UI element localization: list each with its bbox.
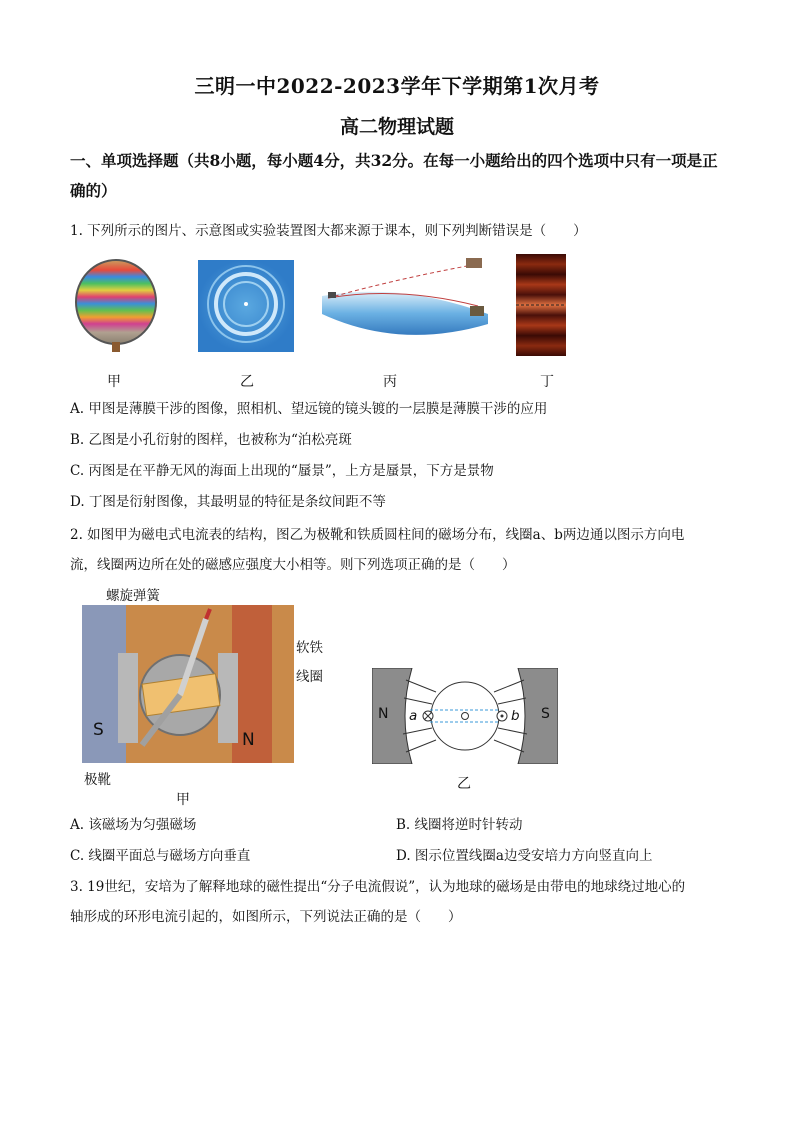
q2-stem-line1: 2. 如图甲为磁电式电流表的结构，图乙为极靴和铁质圆柱间的磁场分布，线圈a、b两边通以图示方向电 — [70, 527, 685, 543]
exam-title: 三明一中2022-2023学年下学期第1次月考 — [194, 74, 600, 98]
q1-caption-bing: 丙 — [383, 374, 397, 390]
q1-caption-yi: 乙 — [240, 374, 254, 390]
q2-option-d: D. 图示位置线圈a边受安培力方向竖直向上 — [396, 848, 653, 864]
fig-galvanometer — [82, 605, 294, 763]
fig-yi-pole-n: N — [378, 706, 389, 722]
fig-yi-caption: 乙 — [457, 776, 471, 792]
label-pole-shoe: 极靴 — [84, 772, 111, 788]
q1-figures — [70, 252, 580, 360]
q1-caption-ding: 丁 — [540, 374, 554, 390]
fig-soap-film — [76, 260, 156, 352]
q1-stem: 1. 下列所示的图片、示意图或实验装置图大都来源于课本，则下列判断错误是（ ） — [70, 223, 587, 239]
q3-stem-line1: 3. 19世纪，安培为了解释地球的磁性提出“分子电流假说”，认为地球的磁场是由带电的地球绕过地心的 — [70, 879, 686, 895]
q1-option-a: A. 甲图是薄膜干涉的图像，照相机、望远镜的镜头镀的一层膜是薄膜干涉的应用 — [70, 401, 548, 417]
section-heading: 一、单项选择题（共8小题，每小题4分，共32分。在每一小题给出的四个选项中只有一项是正确的） — [70, 151, 718, 200]
q1-option-b: B. 乙图是小孔衍射的图样，也被称为“泊松亮斑 — [70, 432, 352, 448]
label-spiral-spring: 螺旋弹簧 — [106, 588, 160, 604]
label-soft-iron: 软铁 — [296, 640, 323, 656]
fig-yi-label-b: b — [511, 708, 520, 724]
exam-subtitle: 高二物理试题 — [339, 116, 454, 138]
q1-caption-jia: 甲 — [107, 374, 121, 390]
fig-mirage — [322, 258, 488, 335]
q2-option-a: A. 该磁场为匀强磁场 — [70, 817, 197, 833]
fig-yi-label-a: a — [409, 708, 418, 724]
fig-field-distribution — [372, 668, 558, 764]
fig-poisson-spot — [198, 260, 294, 352]
fig-jia-caption: 甲 — [176, 792, 190, 808]
fig-jia-pole-n: N — [242, 730, 255, 750]
fig-diffraction-fringes — [516, 254, 566, 356]
fig-yi-pole-s: S — [541, 706, 550, 722]
q2-option-c: C. 线圈平面总与磁场方向垂直 — [70, 848, 251, 864]
fig-jia-pole-s: S — [93, 720, 104, 740]
q1-option-d: D. 丁图是衍射图像，其最明显的特征是条纹间距不等 — [70, 494, 386, 510]
q2-option-b: B. 线圈将逆时针转动 — [396, 817, 523, 833]
label-coil: 线圈 — [296, 669, 323, 685]
q2-stem-line2: 流，线圈两边所在处的磁感应强度大小相等。则下列选项正确的是（ ） — [70, 557, 516, 573]
q3-stem-line2: 轴形成的环形电流引起的，如图所示，下列说法正确的是（ ） — [70, 909, 462, 925]
q1-option-c: C. 丙图是在平静无风的海面上出现的“蜃景”，上方是蜃景，下方是景物 — [70, 463, 494, 479]
